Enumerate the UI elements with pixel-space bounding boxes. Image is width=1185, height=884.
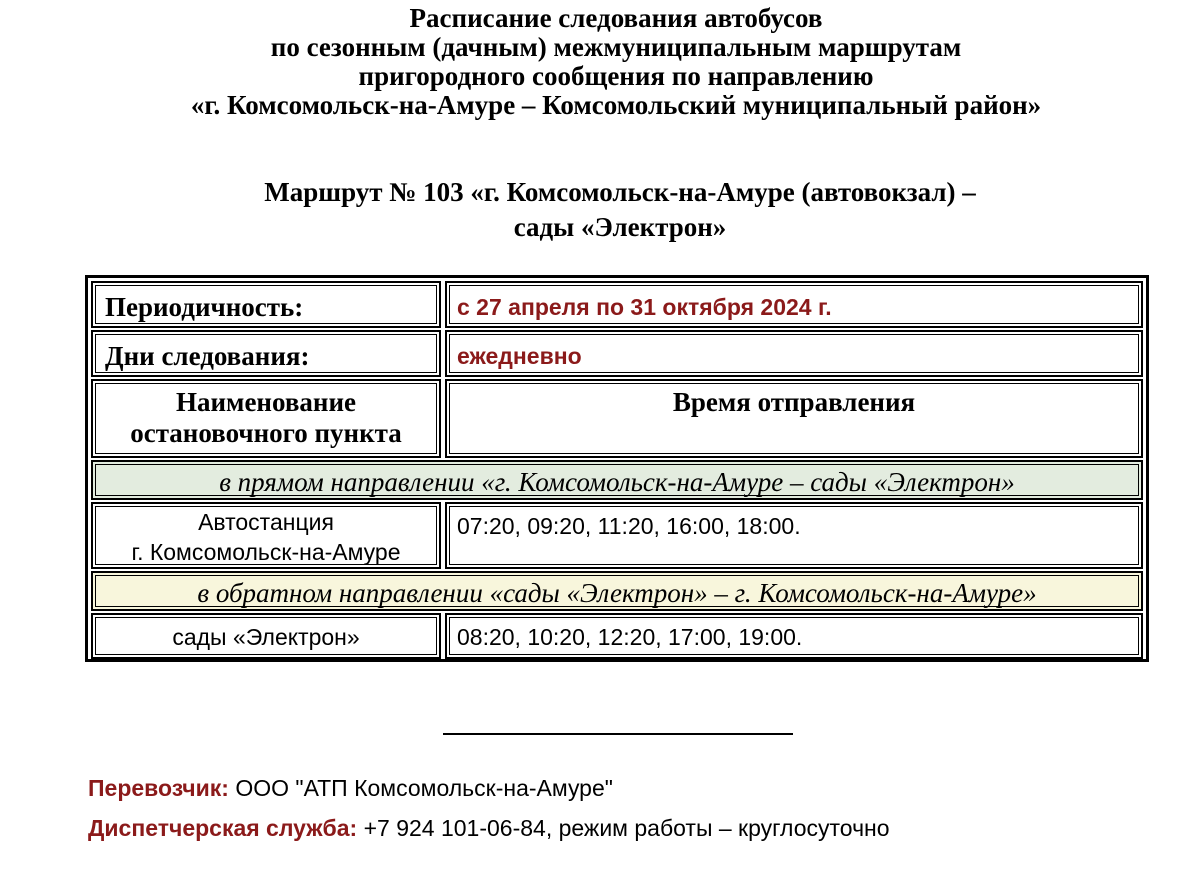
days-value-cell <box>445 330 1143 377</box>
dispatch-line <box>88 815 890 842</box>
periodicity-value-cell <box>445 281 1143 328</box>
periodicity-label-cell <box>91 281 441 328</box>
days-label-cell <box>91 330 441 377</box>
title-line: Расписание следования автобусов <box>409 3 823 33</box>
route-title <box>0 175 1185 245</box>
days-value: ежедневно <box>457 343 582 369</box>
periodicity-label: Периодичность: <box>105 292 304 322</box>
carrier-value: ООО "АТП Комсомольск-на-Амуре" <box>228 775 613 801</box>
stop-header-line: Наименование <box>176 387 356 417</box>
backward-stop: сады «Электрон» <box>172 624 360 650</box>
backward-times: 08:20, 10:20, 12:20, 17:00, 19:00. <box>457 624 803 650</box>
forward-times-cell <box>445 502 1143 569</box>
forward-times: 07:20, 09:20, 11:20, 16:00, 18:00. <box>457 513 801 539</box>
days-label: Дни следования: <box>105 341 310 371</box>
schedule-title <box>0 4 1185 120</box>
forward-direction-band <box>91 460 1143 500</box>
stop-column-header <box>91 379 441 458</box>
backward-times-cell <box>445 613 1143 659</box>
backward-stop-row <box>91 613 1143 659</box>
backward-direction-band <box>91 571 1143 611</box>
backward-direction-row <box>91 571 1143 611</box>
time-column-header <box>445 379 1143 458</box>
stop-header-line: остановочного пункта <box>130 418 402 448</box>
periodicity-value: с 27 апреля по 31 октября 2024 г. <box>457 294 832 320</box>
forward-stop-line: Автостанция <box>198 509 334 535</box>
title-line: пригородного сообщения по направлению <box>358 61 874 91</box>
forward-direction-label: в прямом направлении «г. Комсомольск-на-Амуре – сады «Электрон» <box>219 467 1015 497</box>
dispatch-value: +7 924 101-06-84, режим работы – круглосуточно <box>357 815 890 841</box>
forward-direction-row <box>91 460 1143 500</box>
carrier-label: Перевозчик: <box>88 775 229 801</box>
days-row <box>91 330 1143 377</box>
route-title-line: сады «Электрон» <box>513 212 727 242</box>
divider-line <box>443 733 793 735</box>
route-title-line: Маршрут № 103 «г. Комсомольск-на-Амуре (автовокзал) – <box>264 177 976 207</box>
title-line: «г. Комсомольск-на-Амуре – Комсомольский муниципальный район» <box>190 90 1042 120</box>
forward-stop-row <box>91 502 1143 569</box>
periodicity-row <box>91 281 1143 328</box>
carrier-line <box>88 775 613 802</box>
forward-stop-line: г. Комсомольск-на-Амуре <box>131 539 401 565</box>
forward-stop-cell <box>91 502 441 569</box>
backward-stop-cell <box>91 613 441 659</box>
title-line: по сезонным (дачным) межмуниципальным маршрутам <box>270 32 962 62</box>
schedule-table <box>85 275 1149 662</box>
backward-direction-label: в обратном направлении «сады «Электрон» – г. Комсомольск-на-Амуре» <box>197 578 1037 608</box>
time-header-label: Время отправления <box>672 387 916 417</box>
dispatch-label: Диспетчерская служба: <box>88 815 358 841</box>
column-header-row <box>91 379 1143 458</box>
